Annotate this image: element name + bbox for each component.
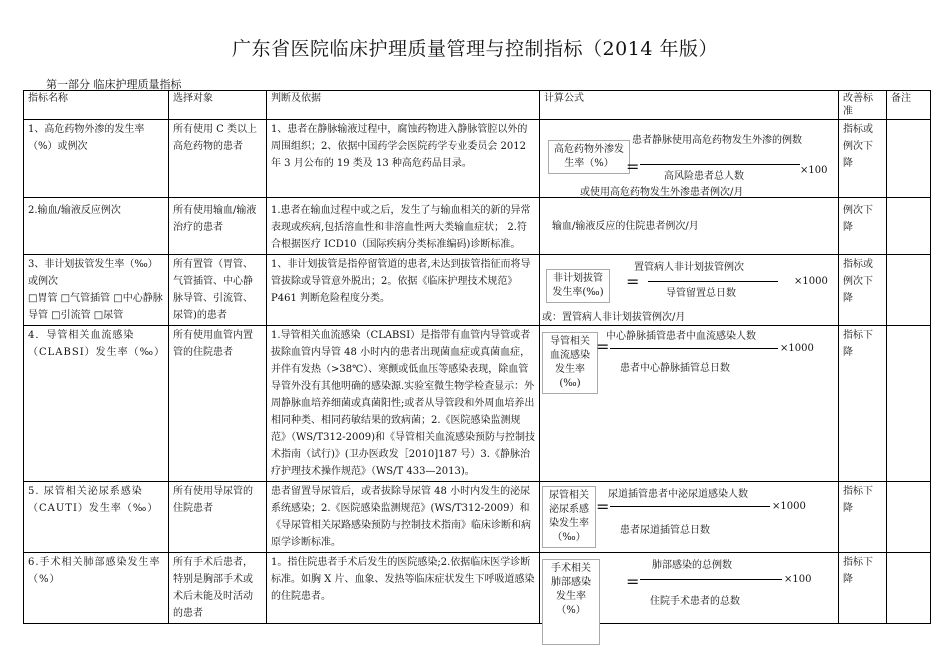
improvement-standard: 指标下降 bbox=[839, 482, 887, 553]
target: 所有手术后患者，特别是胸部手术或术后未能及时活动的患者 bbox=[169, 553, 267, 624]
note bbox=[887, 326, 931, 482]
improvement-standard: 指标下降 bbox=[839, 553, 887, 624]
formula-cell bbox=[540, 198, 839, 255]
indicator-name: 1、高危药物外渗的发生率（%）或例次 bbox=[24, 120, 169, 198]
fraction-line bbox=[648, 281, 778, 282]
formula-label: 导管相关血流感染发生率(‰) bbox=[542, 332, 598, 394]
header-indicator-name: 指标名称 bbox=[24, 91, 169, 120]
table-row bbox=[24, 482, 931, 553]
formula-denominator: 导管留置总日数 bbox=[666, 288, 736, 299]
header-standard: 改善标准 bbox=[839, 91, 887, 120]
formula-numerator: 置管病人非计划拔管例次 bbox=[634, 262, 744, 273]
basis: 患者留置导尿管后，或者拔除导尿管 48 小时内发生的泌尿系统感染；2.《医院感染监测规范》(WS/T312-2009）和《导尿管相关尿路感染预防与控制技术指南》临床诊断和病原学诊断标准。 bbox=[267, 482, 540, 553]
indicator-name: 4．导管相关血流感染（CLABSI）发生率（‰） bbox=[24, 326, 169, 482]
indicator-name bbox=[24, 255, 169, 326]
header-basis: 判断及依据 bbox=[267, 91, 540, 120]
table-row bbox=[24, 198, 931, 255]
formula-denominator: 患者中心静脉插管总日数 bbox=[620, 363, 730, 374]
equals-sign: = bbox=[626, 572, 640, 591]
fraction-line bbox=[610, 506, 770, 507]
fraction-line bbox=[640, 164, 800, 165]
table-row bbox=[24, 255, 931, 326]
improvement-standard: 例次下降 bbox=[839, 198, 887, 255]
indicator-name: 6.手术相关肺部感染发生率（%） bbox=[24, 553, 169, 624]
formula-denominator: 患者尿道插管总日数 bbox=[620, 525, 710, 536]
formula-multiplier: ×1000 bbox=[794, 276, 828, 287]
target: 所有使用输血/输液治疗的患者 bbox=[169, 198, 267, 255]
equals-sign: = bbox=[626, 272, 640, 291]
improvement-standard: 指标或例次下降 bbox=[839, 255, 887, 326]
formula-multiplier: ×1000 bbox=[780, 343, 814, 354]
formula-cell bbox=[540, 120, 839, 198]
formula-label: 手术相关肺部感染发生率（%） bbox=[542, 559, 600, 645]
formula-label: 高危药物外渗发生率（%） bbox=[548, 140, 630, 174]
formula-label: 尿管相关泌尿系感染发生率（‰） bbox=[542, 486, 596, 548]
note bbox=[887, 553, 931, 624]
fraction-line bbox=[640, 579, 782, 580]
indicator-name: 2.输血/输液反应例次 bbox=[24, 198, 169, 255]
formula-cell bbox=[540, 255, 839, 326]
note bbox=[887, 120, 931, 198]
note bbox=[887, 198, 931, 255]
header-formula: 计算公式 bbox=[540, 91, 839, 120]
table-header-row bbox=[24, 91, 931, 120]
equals-sign: = bbox=[596, 337, 610, 356]
formula-multiplier: ×100 bbox=[800, 165, 828, 176]
basis: 1.导管相关血流感染（CLABSI）是指带有血管内导管或者拔除血管内导管 48 小时内的患者出现菌血症或真菌血症，并伴有发热（>38℃）、寒颤或低血压等感染表现，除血管导管外没有其他明确的感染源.实验室微生物学检查显示：外周静脉血培养细菌或真菌阳性;或者从导管段和外周血培养出相同种类、相同药敏结果的致病菌；2.《医院感染监测规范》（WS/T312-2009)和《导管相关血流感染预防与控制技术指南（试行)》(卫办医政发［2010]187 号）3.《静脉治疗护理技术操作规范》（WS/T 433—2013)。 bbox=[267, 326, 540, 482]
target: 所有使用 C 类以上高危药物的患者 bbox=[169, 120, 267, 198]
formula-numerator: 中心静脉插管患者中血流感染人数 bbox=[606, 331, 756, 342]
formula-multiplier: ×100 bbox=[784, 574, 812, 585]
table-row bbox=[24, 120, 931, 198]
table-row bbox=[24, 553, 931, 624]
basis: 1。指住院患者手术后发生的医院感染;2.依据临床医学诊断标准。如胸 X 片、血象、发热等临床症状发生下呼吸道感染的住院患者。 bbox=[267, 553, 540, 624]
formula-numerator: 尿道插管患者中泌尿道感染人数 bbox=[608, 489, 748, 500]
target: 所有使用血管内置管的住院患者 bbox=[169, 326, 267, 482]
document-title: 广东省医院临床护理质量管理与控制指标（2014 年版） bbox=[232, 38, 718, 60]
formula-denominator: 高风险患者总人数 bbox=[664, 171, 744, 182]
part-label: 第一部分 临床护理质量指标 bbox=[46, 78, 182, 91]
equals-sign: = bbox=[626, 157, 640, 176]
basis: 1、患者在静脉输液过程中，腐蚀药物进入静脉管腔以外的周围组织；2、依据中国药学会医院药学专业委员会 2012 年 3 月公布的 19 类及 13 种高危药品目录。 bbox=[267, 120, 540, 198]
improvement-standard: 指标或例次下降 bbox=[839, 120, 887, 198]
formula-numerator: 肺部感染的总例数 bbox=[652, 560, 732, 571]
formula-alternative: 或使用高危药物发生外渗患者例次/月 bbox=[580, 187, 744, 198]
header-target: 选择对象 bbox=[169, 91, 267, 120]
formula-alternative: 或：置管病人非计划拔管例次/月 bbox=[542, 312, 686, 323]
basis: 1.患者在输血过程中或之后，发生了与输血相关的新的异常表现或疾病,包括溶血性和非溶血性两大类输血症状； 2.符合根据医疗 ICD10（国际疾病分类标准编码)诊断标准。 bbox=[267, 198, 540, 255]
indicator-table bbox=[23, 90, 931, 624]
formula-cell bbox=[540, 553, 839, 624]
formula-alternative: 输血/输液反应的住院患者例次/月 bbox=[552, 221, 699, 232]
formula-multiplier: ×1000 bbox=[772, 501, 806, 512]
note bbox=[887, 482, 931, 553]
indicator-name-text: 3、非计划拔管发生率（‰）或例次 bbox=[28, 259, 158, 287]
target: 所有置管（胃管、气管插管、中心静脉导管、引流管、尿管)的患者 bbox=[169, 255, 267, 326]
target: 所有使用导尿管的住院患者 bbox=[169, 482, 267, 553]
formula-cell bbox=[540, 482, 839, 553]
indicator-name: 5. 尿管相关泌尿系感染（CAUTI）发生率（‰） bbox=[24, 482, 169, 553]
equals-sign: = bbox=[596, 497, 610, 516]
formula-label: 非计划拔管发生率(‰) bbox=[546, 269, 610, 303]
basis: 1、非计划拔管是指停留管道的患者,未达到拔管指征而将导管拔除或导管意外脱出；2。依据《临床护理技术规范》P461 判断危险程度分类。 bbox=[267, 255, 540, 326]
formula-numerator: 患者静脉使用高危药物发生外渗的例数 bbox=[632, 135, 802, 146]
note bbox=[887, 255, 931, 326]
formula-denominator: 住院手术患者的总数 bbox=[650, 596, 740, 607]
table-row bbox=[24, 326, 931, 482]
catheter-type-checkboxes: □胃管 □气管插管 □中心静脉导管 □引流管 □尿管 bbox=[28, 293, 163, 321]
improvement-standard: 指标下降 bbox=[839, 326, 887, 482]
fraction-line bbox=[610, 348, 778, 349]
formula-cell bbox=[540, 326, 839, 482]
header-note: 备注 bbox=[887, 91, 931, 120]
